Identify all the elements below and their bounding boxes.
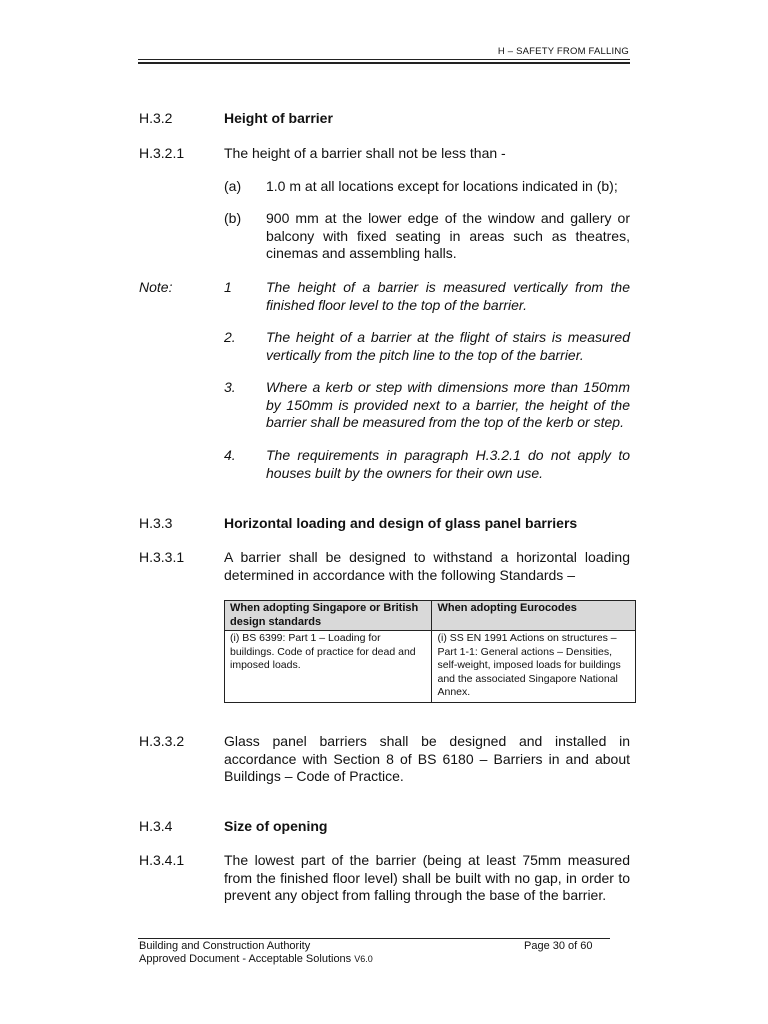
table-cell: (i) SS EN 1991 Actions on structures – Part 1-1: General actions – Densities, self-weight, imposed loads for buildings and the associated Singapore National Annex. [432,631,636,703]
list-item-text: 1.0 m at all locations except for locations indicated in (b); [266,178,618,194]
clause-number: H.3.4.1 [139,852,185,868]
note-text: Where a kerb or step with dimensions more than 150mm by 150mm is provided next to a barrier, the height of the barrier shall be measured from the top of the kerb or step. [266,379,630,430]
clause-number: H.3.3.2 [139,733,185,749]
note-text: The requirements in paragraph H.3.2.1 do not apply to houses built by the owners for their own use. [266,447,630,481]
footer-document [139,953,373,966]
list-marker: (a) [224,178,242,194]
header-rule-thick [138,62,630,64]
section-heading: Horizontal loading and design of glass panel barriers [224,515,578,531]
table-header-row [225,601,636,631]
note-marker: 4. [224,447,236,463]
clause-number: H.3.2.1 [139,145,185,161]
table-cell: (i) BS 6399: Part 1 – Loading for buildings. Code of practice for dead and imposed loads. [225,631,432,703]
note-marker: 1 [224,279,232,295]
table-row [225,631,636,703]
clause-number: H.3.3.1 [139,549,185,565]
standards-table [224,600,636,703]
section-heading: Height of barrier [224,110,333,126]
clause-text: The height of a barrier shall not be less than - [224,145,506,161]
note-text: The height of a barrier at the flight of stairs is measured vertically from the pitch line to the top of the barrier. [266,329,630,363]
page-number: Page 30 of 60 [524,940,593,952]
header-rule-thin [138,59,630,60]
section-heading: Size of opening [224,818,328,834]
note-label: Note: [139,279,173,295]
footer-organization: Building and Construction Authority [139,940,311,952]
footer-version: V6.0 [354,954,373,964]
list-item-text: 900 mm at the lower edge of the window and gallery or balcony with fixed seating in areas such as theatres, cinemas and assembling halls. [266,210,630,261]
clause-text: Glass panel barriers shall be designed and installed in accordance with Section 8 of BS 6180 – Barriers in and about Buildings – Code of Practice. [224,733,630,784]
list-marker: (b) [224,210,242,226]
footer-document-title: Approved Document - Acceptable Solutions [139,953,352,965]
clause-text: A barrier shall be designed to withstand a horizontal loading determined in accordance with the following Standards – [224,549,630,583]
clause-text: The lowest part of the barrier (being at least 75mm measured from the finished floor level) shall be built with no gap, in order to prevent any object from falling through the base of the barrier. [224,852,630,903]
section-number: H.3.2 [139,110,173,126]
note-marker: 2. [224,329,236,345]
section-number: H.3.4 [139,818,173,834]
footer-rule [138,938,610,939]
running-header: H – SAFETY FROM FALLING [497,46,629,57]
note-marker: 3. [224,379,236,395]
table-header-cell: When adopting Eurocodes [432,601,636,631]
section-number: H.3.3 [139,515,173,531]
table-header-cell: When adopting Singapore or British design standards [225,601,432,631]
note-text: The height of a barrier is measured vertically from the finished floor level to the top of the barrier. [266,279,630,313]
